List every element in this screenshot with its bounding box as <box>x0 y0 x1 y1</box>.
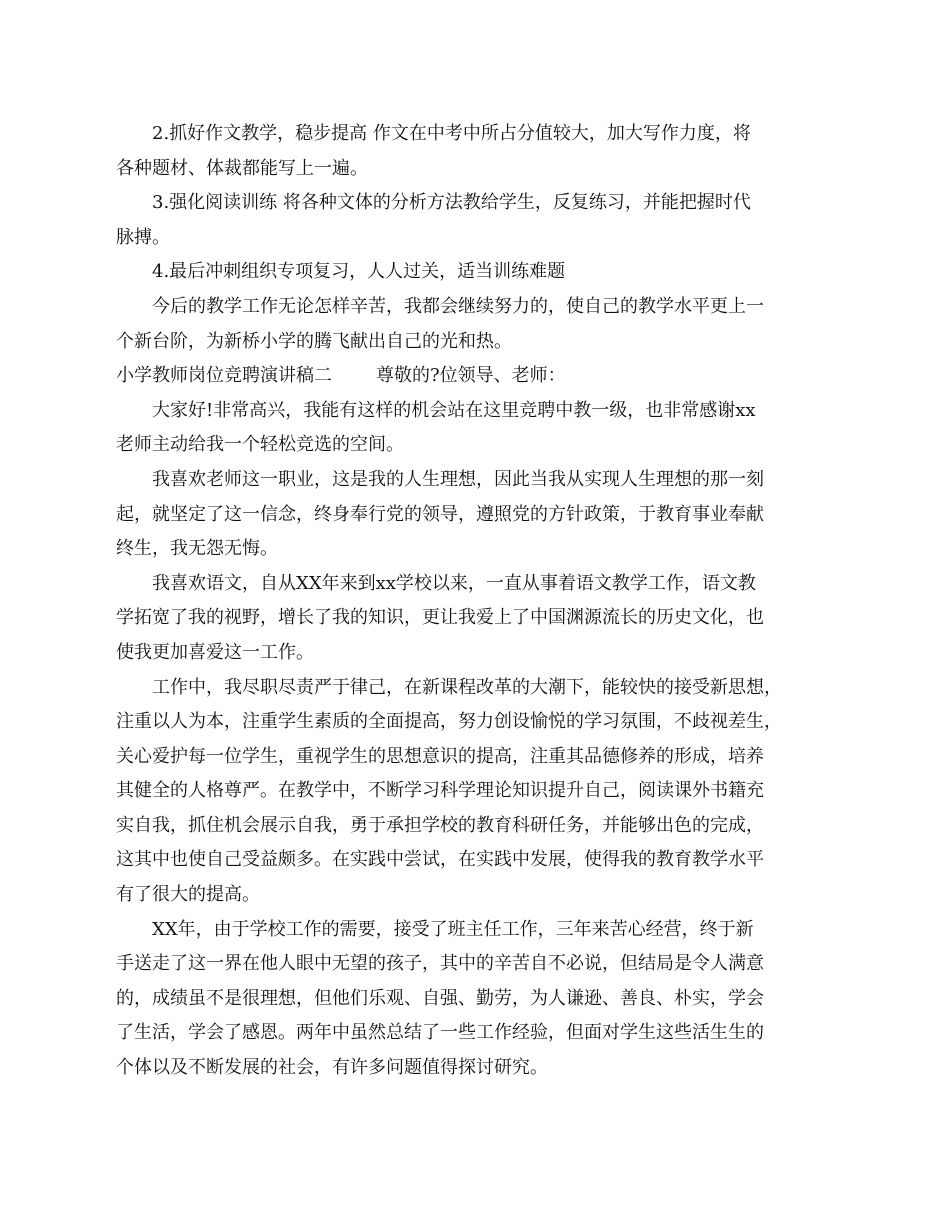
text-line: 个新台阶，为新桥小学的腾飞献出自己的光和热。 <box>116 330 512 352</box>
text-line: 各种题材、体裁都能写上一遍。 <box>116 157 368 179</box>
speech-title: 小学教师岗位竞聘演讲稿二 <box>116 365 332 387</box>
text-line: 有了很大的提高。 <box>116 884 260 906</box>
text-line: XX年，由于学校工作的需要，接受了班主任工作，三年来苦心经营，终于新 <box>152 918 754 940</box>
section-speech-body <box>116 394 836 1086</box>
text-line: 关心爱护每一位学生，重视学生的思想意识的提高，注重其品德修养的形成，培养 <box>116 745 764 767</box>
text-line: 起，就坚定了这一信念，终身奉行党的领导，遵照党的方针政策，于教育事业奉献 <box>116 503 764 525</box>
text-line: 脉搏。 <box>116 226 170 248</box>
text-line: 的，成绩虽不是很理想，但他们乐观、自强、勤劳，为人谦逊、善良、朴实，学会 <box>116 987 764 1009</box>
text-line: 今后的教学工作无论怎样辛苦，我都会继续努力的，使自己的教学水平更上一 <box>152 295 764 317</box>
speech-salutation: 尊敬的?位领导、老师： <box>376 365 566 387</box>
text-line: 4.最后冲刺组织专项复习，人人过关，适当训练难题 <box>152 261 566 283</box>
section-plan-list <box>116 117 836 359</box>
text-line: 终生，我无怨无悔。 <box>116 538 278 560</box>
text-line: 学拓宽了我的视野，增长了我的知识，更让我爱上了中国渊源流长的历史文化，也 <box>116 607 764 629</box>
text-line: 我喜欢老师这一职业，这是我的人生理想，因此当我从实现人生理想的那一刻 <box>152 468 764 490</box>
speech-heading <box>116 359 836 394</box>
document-body <box>116 117 836 1086</box>
text-line: 大家好!非常高兴，我能有这样的机会站在这里竞聘中教一级，也非常感谢xx <box>152 399 756 421</box>
text-line: 我喜欢语文，自从XX年来到xx学校以来，一直从事着语文教学工作，语文教 <box>152 572 756 594</box>
text-line: 个体以及不断发展的社会，有许多问题值得探讨研究。 <box>116 1057 548 1079</box>
text-line: 其健全的人格尊严。在教学中，不断学习科学理论知识提升自己，阅读课外书籍充 <box>116 780 764 802</box>
text-line: 工作中，我尽职尽责严于律己，在新课程改革的大潮下，能较快的接受新思想， <box>152 676 782 698</box>
text-line: 注重以人为本，注重学生素质的全面提高，努力创设愉悦的学习氛围，不歧视差生， <box>116 711 782 733</box>
text-line: 老师主动给我一个轻松竞选的空间。 <box>116 434 404 456</box>
text-line: 3.强化阅读训练 将各种文体的分析方法教给学生，反复练习，并能把握时代 <box>152 192 751 214</box>
text-line: 手送走了这一界在他人眼中无望的孩子，其中的辛苦自不必说，但结局是令人满意 <box>116 953 764 975</box>
text-line: 使我更加喜爱这一工作。 <box>116 641 314 663</box>
text-line: 这其中也使自己受益颇多。在实践中尝试，在实践中发展，使得我的教育教学水平 <box>116 849 764 871</box>
text-line: 2.抓好作文教学，稳步提高 作文在中考中所占分值较大，加大写作力度，将 <box>152 123 751 144</box>
text-line: 实自我，抓住机会展示自我，勇于承担学校的教育科研任务，并能够出色的完成， <box>116 814 764 836</box>
text-line: 了生活，学会了感恩。两年中虽然总结了一些工作经验，但面对学生这些活生生的 <box>116 1022 764 1044</box>
